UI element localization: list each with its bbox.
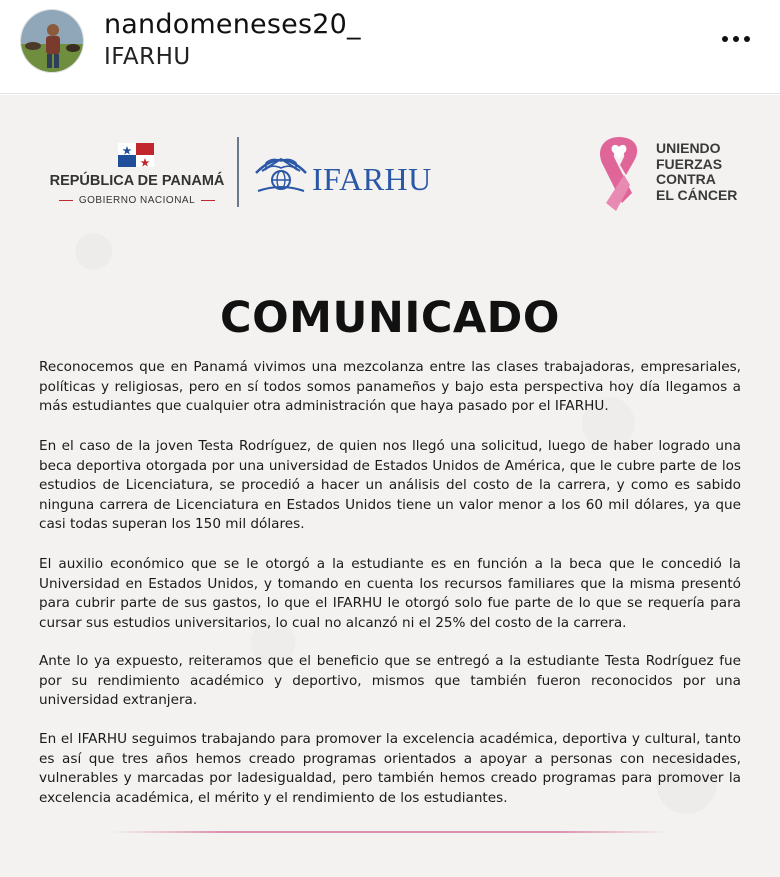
gobierno-text: GOBIERNO NACIONAL <box>46 195 228 206</box>
username-link[interactable]: nandomeneses20_ <box>104 9 361 40</box>
panama-flag-icon <box>118 143 154 167</box>
campaign-text: UNIENDO FUERZAS CONTRA EL CÁNCER <box>656 140 738 203</box>
location-link[interactable]: IFARHU <box>104 44 191 70</box>
post-header <box>0 0 780 94</box>
paragraph: El auxilio económico que se le otorgó a la estudiante es en función a la beca que le concedió la Universidad en Estados Unidos, y tomando en cuenta los recursos familiares que la misma presentó para cubrir parte de sus gastos, lo que el IFARHU le otorgó solo fue parte de lo que se requería para cursar sus estudios universitarios, lo cual no alcanzó ni el 25% del costo de la carrera. <box>39 556 741 631</box>
dot <box>733 36 739 42</box>
pink-ribbon-icon <box>586 131 652 217</box>
logo-divider <box>237 137 239 207</box>
avatar-photo-icon <box>21 10 84 73</box>
ifarhu-wordmark: IFARHU <box>312 161 432 197</box>
avatar[interactable] <box>20 9 84 73</box>
more-options-icon[interactable] <box>712 24 760 54</box>
dot <box>722 36 728 42</box>
ifarhu-logo <box>252 149 432 199</box>
paragraph: Ante lo ya expuesto, reiteramos que el beneficio que se entregó a la estudiante Testa Rodríguez fue por su rendimiento académico y deportivo, mismos que también fueron reconocidos por una universidad extranjera. <box>39 653 741 709</box>
paragraph: Reconocemos que en Panamá vivimos una mezcolanza entre las clases trabajadoras, empresariales, políticas y religiosas, pero en sí todos somos panameños y bajo esta perspectiva hoy día llegamos a más estudiantes que cualquier otra administración que haya pasado por el IFARHU. <box>39 359 741 415</box>
cancer-campaign-logo <box>586 131 756 221</box>
decorative-divider <box>110 831 670 833</box>
paragraph: En el caso de la joven Testa Rodríguez, de quien nos llegó una solicitud, luego de haber logrado una beca deportiva otorgada por una universidad de Estados Unidos de América, que le cubre parte de los estudios de Licenciatura, se procedió a hacer un análisis del costo de la carrera, y como es sabido ninguna carrera de Licenciatura en Estados Unidos tiene un valor menor a los 60 mil dólares, ya que casi todas superan los 150 mil dólares. <box>39 438 741 533</box>
ifarhu-emblem-icon <box>252 149 310 195</box>
republica-panama-logo <box>46 141 228 211</box>
republica-text: REPÚBLICA DE PANAMÁ <box>49 173 225 189</box>
dot <box>744 36 750 42</box>
post-image[interactable] <box>0 95 780 877</box>
paragraph: En el IFARHU seguimos trabajando para promover la excelencia académica, deportiva y cultural, tanto es así que tres años hemos creado programas orientados a apoyar a personas con necesidades, vulnerables y marcadas por ladesigualdad, pero también hemos creado programas para promover la excelencia académica, el mérito y el rendimiento de los estudiantes. <box>39 731 741 806</box>
document-title: COMUNICADO <box>220 293 560 343</box>
